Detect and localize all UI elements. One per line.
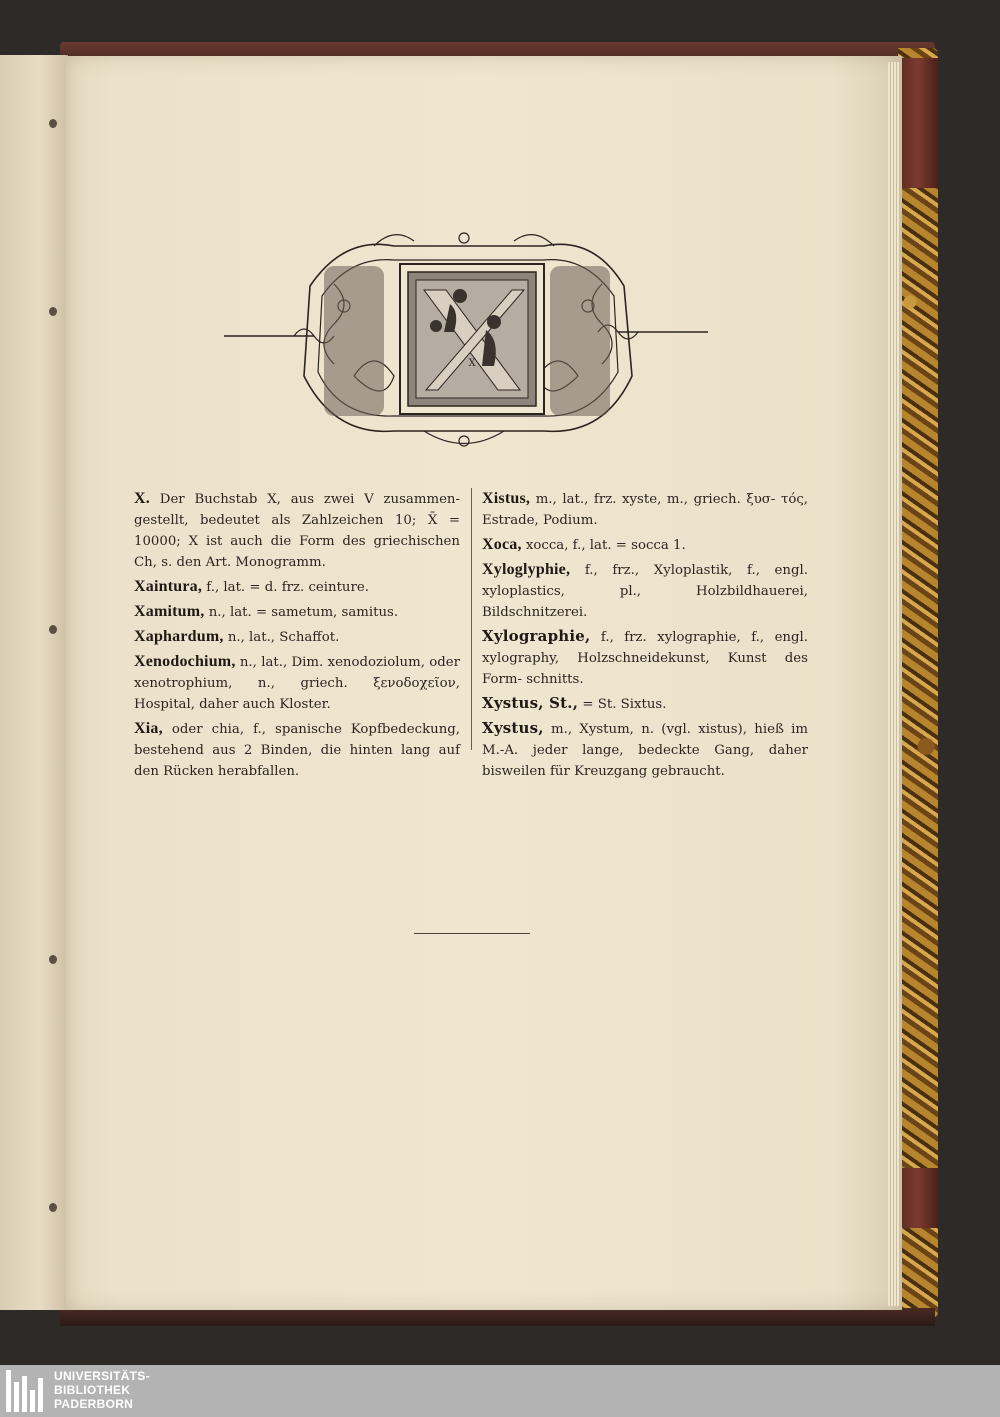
headword: Xia, [134,720,163,737]
library-footer-bar [0,1365,1000,1417]
entry-text: f., frz., Xyloplastik, f., engl. xyloplastics, pl., Holzbildhauerei, Bildschnitzerei. [482,563,808,620]
entry-text: n., lat., Schaffot. [227,630,340,645]
entries-left-column [134,488,460,785]
entry-text: m., lat., frz. xyste, m., griech. ξυσ- τός, Estrade, Podium. [482,492,808,528]
entry-text: n., lat., Dim. xenodoziolum, oder xenotrophium, n., griech. ξενοδοχεῖον, Hospital, daher auch Kloster. [134,655,460,712]
entries-right-column [482,488,808,785]
entry-text: n., lat. = sametum, samitus. [208,605,399,620]
library-logo-text [54,1369,150,1411]
logo-line-1: UNIVERSITÄTS- [54,1369,150,1383]
column-divider [471,488,472,750]
entry-text: f., lat. = d. frz. ceinture. [206,580,369,595]
headword: Xenodochium, [134,653,236,670]
logo-line-3: PADERBORN [54,1397,134,1411]
entry-text: = St. Sixtus. [582,697,667,712]
headword: Xaphardum, [134,628,224,645]
entry-xaphardum [134,626,460,648]
svg-text:X: X [468,358,476,369]
entry-text: m., Xystum, n. (vgl. xistus), hieß im M.-A. jeder lange, bedeckte Gang, daher bisweilen für Kreuzgang gebraucht. [482,722,808,779]
book-cover-bottom [60,1308,935,1326]
decorative-initial-ornament [224,226,708,454]
entry-xia [134,718,460,782]
headword: Xaintura, [134,578,203,595]
headword: Xamitum, [134,603,205,620]
entry-xaintura [134,576,460,598]
left-page-edge [0,55,68,1310]
entry-xyloglyphie [482,559,808,623]
headword: Xistus, [482,490,531,507]
entry-xoca [482,534,808,556]
library-logo-icon [6,1370,48,1412]
headword: Xylographie, [482,627,591,645]
page-stack-edge [888,62,900,1306]
entry-xamitum [134,601,460,623]
entry-text: f., frz. xylographie, f., engl. xylography, Holzschneidekunst, Kunst des Form- schnitts. [482,630,808,687]
logo-line-2: BIBLIOTHEK [54,1383,131,1397]
entry-xenodochium [134,651,460,715]
headword: Xoca, [482,536,522,553]
section-end-rule [414,933,530,934]
headword: Xystus, St., [482,694,579,712]
entry-text: oder chia, f., spanische Kopfbedeckung, bestehend aus 2 Binden, die hinten lang auf den Rücken herabfallen. [134,722,460,779]
entry-xylographie [482,626,808,690]
book-cover-marbled [898,48,938,1318]
entry-xystus [482,718,808,782]
entry-text: xocca, f., lat. = socca 1. [525,538,686,553]
entry-xystus-st [482,693,808,715]
entry-xistus [482,488,808,531]
headword: X. [134,490,150,507]
headword: Xyloglyphie, [482,561,571,578]
entry-x [134,488,460,573]
headword: Xystus, [482,719,544,737]
entry-text: Der Buchstab X, aus zwei V zusammen- gestellt, bedeutet als Zahlzeichen 10; X̄ = 10000; X ist auch die Form des griechischen Ch, s. den Art. Monogramm. [134,492,460,570]
